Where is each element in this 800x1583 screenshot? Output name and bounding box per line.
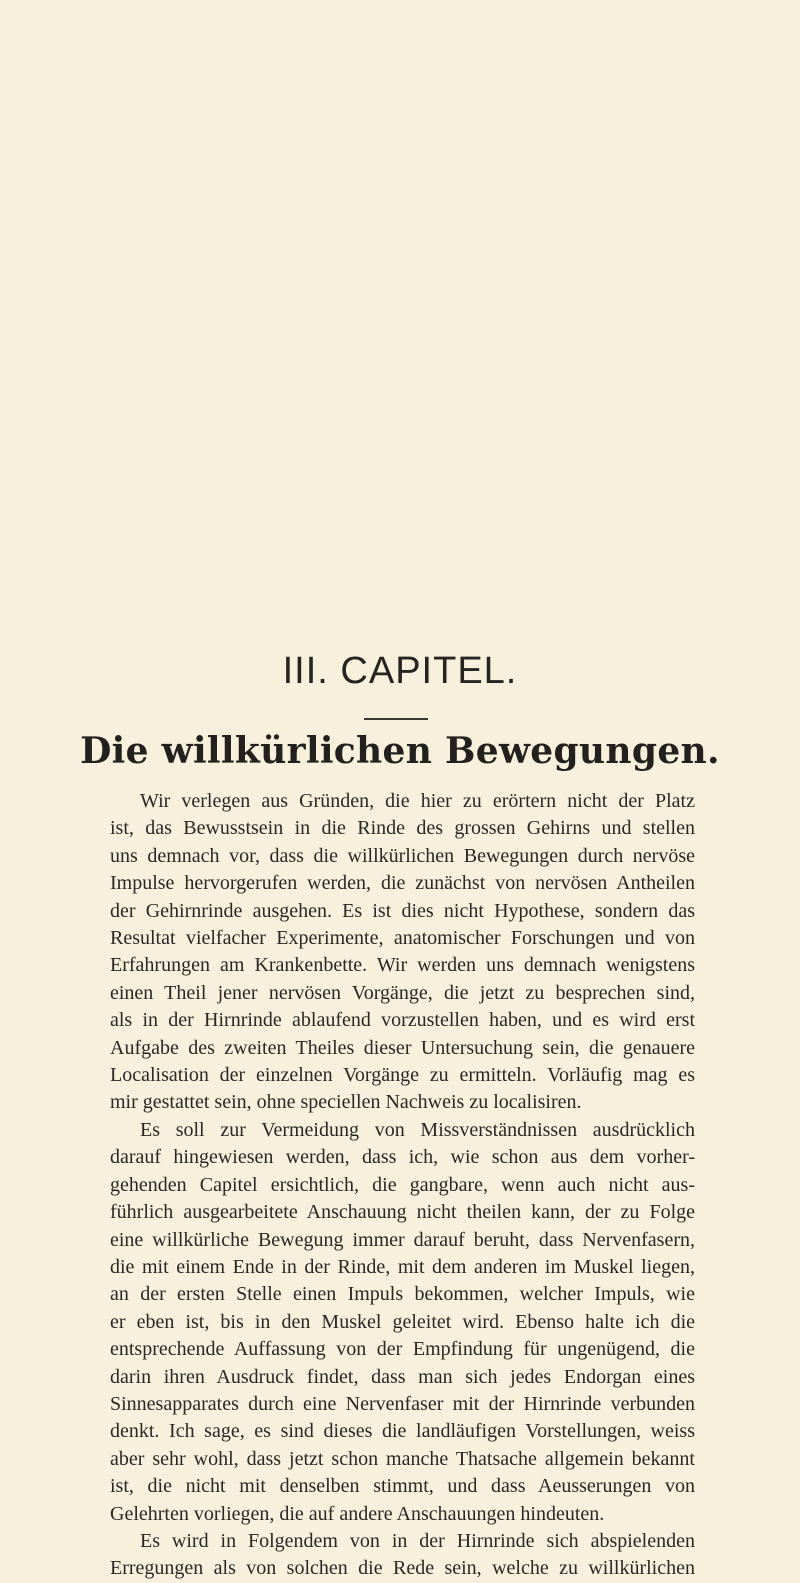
- chapter-number: III. CAPITEL.: [282, 650, 518, 692]
- text-line: gehenden Capitel ersichtlich, die gangbare, wenn auch nicht aus-: [110, 1173, 695, 1196]
- text-line: darin ihren Ausdruck findet, dass man sich jedes Endorgan eines: [110, 1365, 695, 1388]
- text-line: darauf hingewiesen werden, dass ich, wie schon aus dem vorher-: [110, 1146, 695, 1169]
- text-line: Es soll zur Vermeidung von Missverständnissen ausdrücklich: [140, 1118, 695, 1141]
- text-line: entsprechende Auffassung von der Empfindung für ungenügend, die: [110, 1338, 695, 1361]
- text-line: der Gehirnrinde ausgehen. Es ist dies nicht Hypothese, sondern das: [110, 899, 695, 922]
- text-line: ist, die nicht mit denselben stimmt, und dass Aeusserungen von: [110, 1475, 695, 1498]
- text-line: führlich ausgearbeitete Anschauung nicht theilen kann, der zu Folge: [110, 1201, 695, 1224]
- text-line: einen Theil jener nervösen Vorgänge, die jetzt zu besprechen sind,: [110, 981, 695, 1004]
- text-line: Gelehrten vorliegen, die auf andere Anschauungen hindeuten.: [110, 1502, 605, 1525]
- text-line: uns demnach vor, dass die willkürlichen Bewegungen durch nervöse: [110, 844, 695, 867]
- text-line: an der ersten Stelle einen Impuls bekommen, welcher Impuls, wie: [110, 1283, 695, 1306]
- text-line: mir gestattet sein, ohne speciellen Nachweis zu localisiren.: [110, 1091, 582, 1114]
- text-line: Sinnesapparates durch eine Nervenfaser mit der Hirnrinde verbunden: [110, 1392, 695, 1415]
- text-line: die mit einem Ende in der Rinde, mit dem anderen im Muskel liegen,: [110, 1255, 695, 1278]
- text-line: er eben ist, bis in den Muskel geleitet wird. Ebenso halte ich die: [110, 1310, 695, 1333]
- text-line: Resultat vielfacher Experimente, anatomischer Forschungen und von: [110, 927, 695, 950]
- chapter-title: Die willkürlichen Bewegungen.: [80, 730, 720, 772]
- text-line: Wir verlegen aus Gründen, die hier zu erörtern nicht der Platz: [140, 790, 695, 812]
- text-line: als in der Hirnrinde ablaufend vorzustellen haben, und es wird erst: [110, 1009, 695, 1032]
- text-line: Erfahrungen am Krankenbette. Wir werden uns demnach wenigstens: [110, 954, 695, 977]
- chapter-divider-rule: [364, 718, 428, 720]
- text-line: Localisation der einzelnen Vorgänge zu ermitteln. Vorläufig mag es: [110, 1064, 695, 1087]
- text-line: aber sehr wohl, dass jetzt schon manche Thatsache allgemein bekannt: [110, 1447, 695, 1470]
- text-line: Erregungen als von solchen die Rede sein, welche zu willkürlichen: [110, 1557, 695, 1580]
- text-line: Aufgabe des zweiten Theiles dieser Untersuchung sein, die genauere: [110, 1036, 695, 1059]
- text-line: Es wird in Folgendem von in der Hirnrinde sich abspielenden: [140, 1529, 695, 1552]
- text-line: Impulse hervorgerufen werden, die zunächst von nervösen Antheilen: [110, 872, 695, 895]
- text-line: ist, das Bewusstsein in die Rinde des grossen Gehirns und stellen: [110, 817, 695, 840]
- text-line: denkt. Ich sage, es sind dieses die landläufigen Vorstellungen, weiss: [110, 1420, 695, 1443]
- text-line: eine willkürliche Bewegung immer darauf beruht, dass Nervenfasern,: [110, 1228, 695, 1251]
- chapter-body-text: [110, 788, 695, 1583]
